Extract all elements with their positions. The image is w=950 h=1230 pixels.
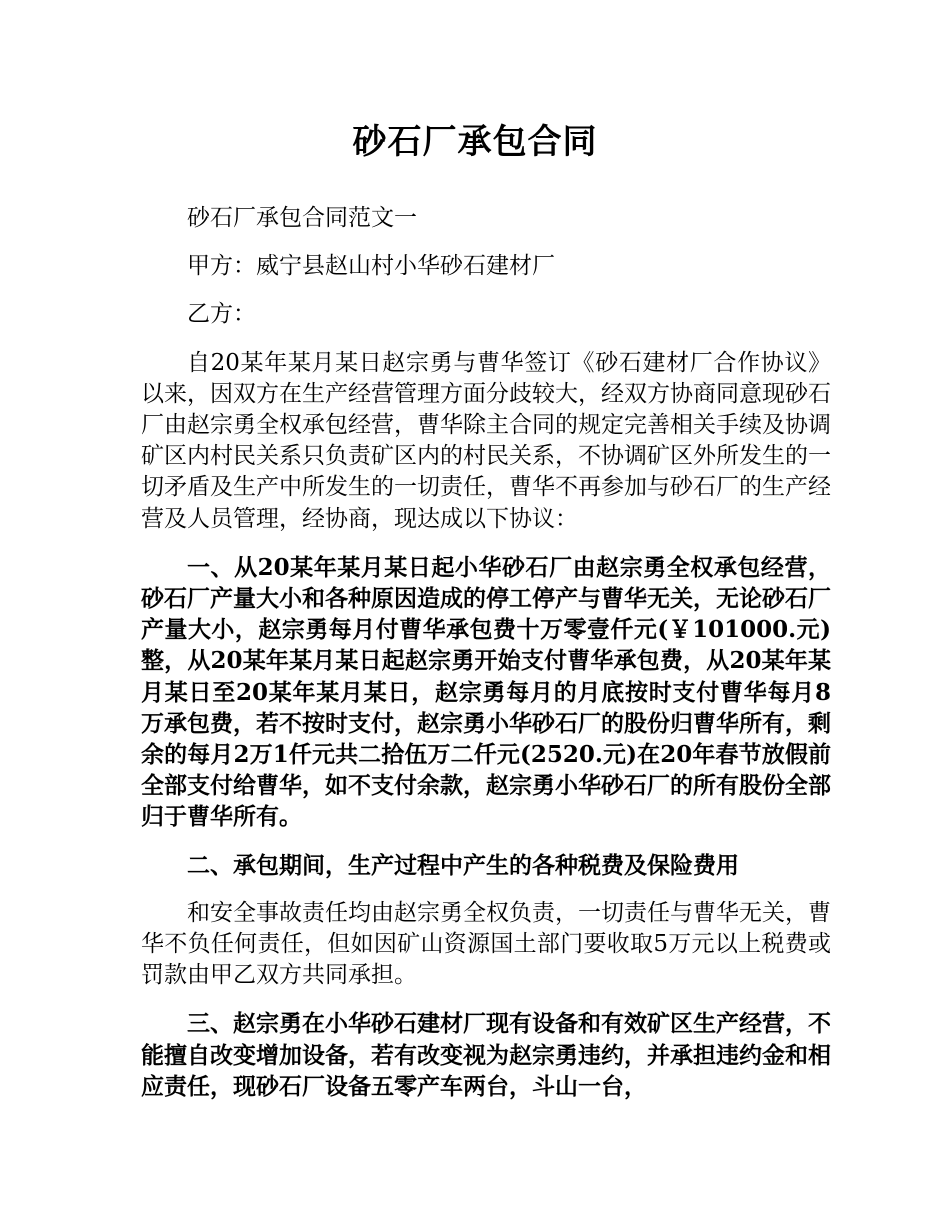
clause-two-body: 和安全事故责任均由赵宗勇全权负责，一切责任与曹华无关，曹华不负任何责任，但如因矿山资源国土部门要收取5万元以上税费或罚款由甲乙双方共同承担。 <box>141 899 831 989</box>
paragraph-party-a: 甲方：威宁县赵山村小华砂石建材厂 <box>187 253 555 280</box>
paragraph-party-b: 乙方： <box>187 301 256 328</box>
paragraph-intro: 自20某年某月某日赵宗勇与曹华签订《砂石建材厂合作协议》以来，因双方在生产经营管理方面分歧较大，经双方协商同意现砂石厂由赵宗勇全权承包经营，曹华除主合同的规定完善相关手续及协调矿区内村民关系只负责矿区内的村民关系，不协调矿区外所发生的一切矛盾及生产中所发生的一切责任，曹华不再参加与砂石厂的生产经营及人员管理，经协商，现达成以下协议： <box>141 349 831 532</box>
clause-three: 三、赵宗勇在小华砂石建材厂现有设备和有效矿区生产经营，不能擅自改变增加设备，若有改变视为赵宗勇违约，并承担违约金和相应责任，现砂石厂设备五零产车两台，斗山一台， <box>141 1010 831 1100</box>
paragraph-subtitle: 砂石厂承包合同范文一 <box>187 205 417 231</box>
document-body <box>141 203 831 1102</box>
document-title: 砂石厂承包合同 <box>352 122 598 162</box>
clause-two-heading: 二、承包期间，生产过程中产生的各种税费及保险费用 <box>187 851 739 879</box>
clause-one: 一、从20某年某月某日起小华砂石厂由赵宗勇全权承包经营，砂石厂产量大小和各种原因造成的停工停产与曹华无关，无论砂石厂产量大小，赵宗勇每月付曹华承包费十万零壹仟元(￥101000.元)整，从20某年某月某日起赵宗勇开始支付曹华承包费，从20某年某月某日至20某年某月某日，赵宗勇每月的月底按时支付曹华每月8万承包费，若不按时支付，赵宗勇小华砂石厂的股份归曹华所有，剩余的每月2万1仟元共二拾伍万二仟元(2520.元)在20年春节放假前全部支付给曹华，如不支付余款，赵宗勇小华砂石厂的所有股份全部归于曹华所有。 <box>141 553 831 831</box>
